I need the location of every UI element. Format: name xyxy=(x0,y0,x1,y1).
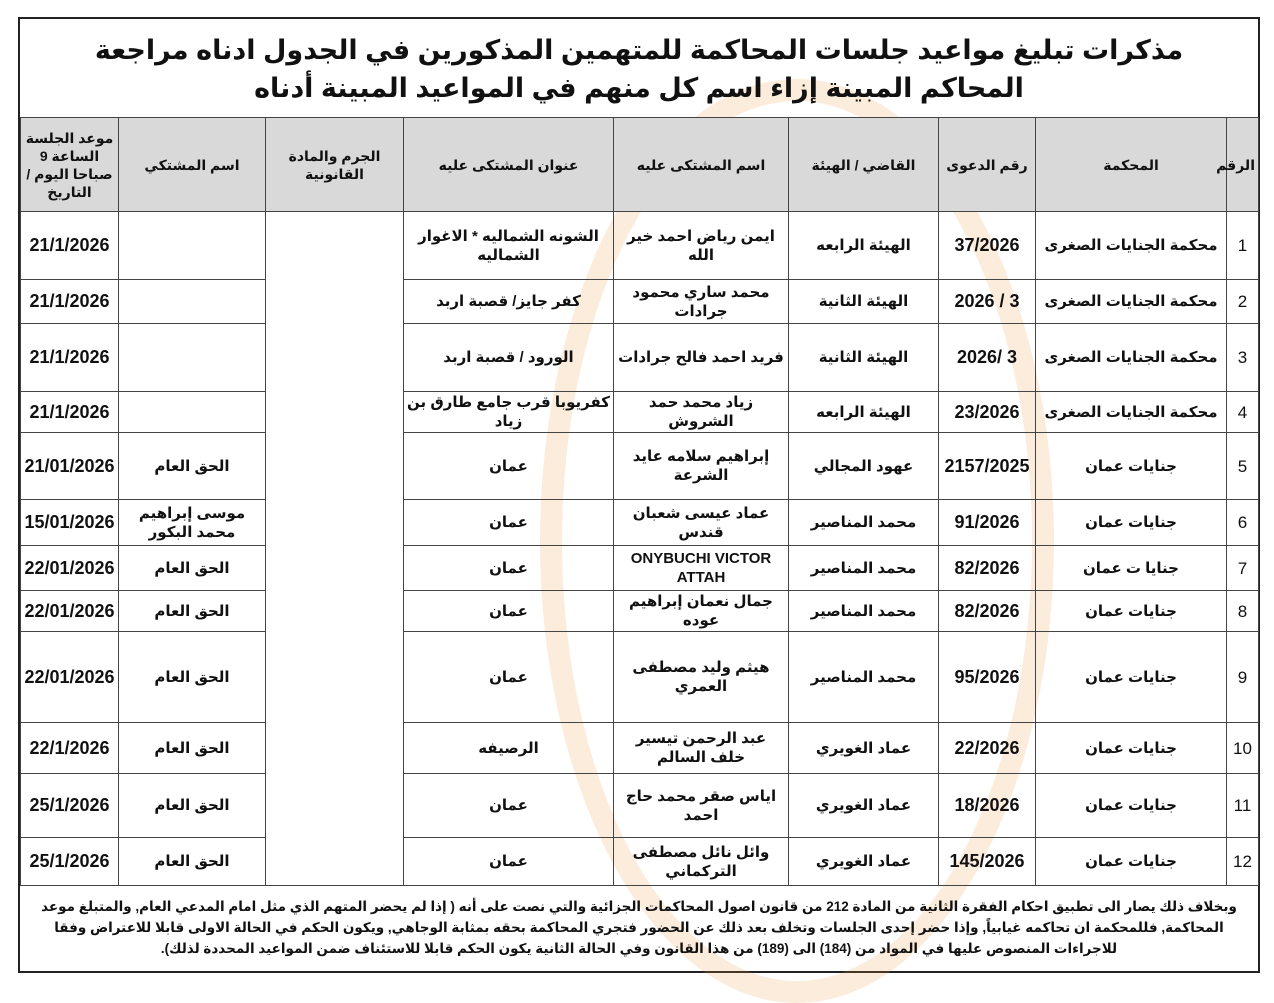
cell-judge: محمد المناصير xyxy=(789,591,939,632)
table-row xyxy=(21,546,1259,591)
cell-index: 9 xyxy=(1227,632,1259,723)
header-address: عنوان المشتكى عليه xyxy=(404,118,614,212)
cell-complainant: الحق العام xyxy=(119,723,266,774)
header-crime: الجرم والمادة القانونية xyxy=(266,118,404,212)
cell-defendant: زياد محمد حمد الشروش xyxy=(614,392,789,433)
table-row xyxy=(21,433,1259,500)
cell-date: 21/01/2026 xyxy=(21,433,119,500)
cell-judge: محمد المناصير xyxy=(789,500,939,546)
cell-case-no: 82/2026 xyxy=(939,546,1036,591)
table-row xyxy=(21,591,1259,632)
cell-date: 21/1/2026 xyxy=(21,212,119,280)
table-row xyxy=(21,324,1259,392)
cell-address: عمان xyxy=(404,632,614,723)
cell-index: 4 xyxy=(1227,392,1259,433)
cell-court: جنايات عمان xyxy=(1036,632,1227,723)
cell-crime-merged xyxy=(266,212,404,886)
cell-defendant: محمد ساري محمود جرادات xyxy=(614,280,789,324)
table-row xyxy=(21,212,1259,280)
table-row xyxy=(21,774,1259,838)
header-case-no: رقم الدعوى xyxy=(939,118,1036,212)
header-row xyxy=(21,118,1259,212)
cell-address: عمان xyxy=(404,774,614,838)
header-index: الرقم xyxy=(1227,118,1259,212)
cell-defendant: وائل نائل مصطفى التركماني xyxy=(614,838,789,886)
cell-date: 25/1/2026 xyxy=(21,838,119,886)
cell-judge: عماد الغويري xyxy=(789,774,939,838)
cell-address: عمان xyxy=(404,546,614,591)
cell-court: جنايات عمان xyxy=(1036,838,1227,886)
cell-defendant: فريد احمد فالح جرادات xyxy=(614,324,789,392)
cell-address: الورود / قصبة اربد xyxy=(404,324,614,392)
table-row xyxy=(21,838,1259,886)
cell-index: 3 xyxy=(1227,324,1259,392)
cell-date: 21/1/2026 xyxy=(21,280,119,324)
cell-court: محكمة الجنايات الصغرى xyxy=(1036,392,1227,433)
cell-defendant: اياس صقر محمد حاج احمد xyxy=(614,774,789,838)
hearings-table xyxy=(20,117,1259,886)
cell-index: 12 xyxy=(1227,838,1259,886)
cell-index: 10 xyxy=(1227,723,1259,774)
table-row xyxy=(21,723,1259,774)
cell-date: 22/01/2026 xyxy=(21,632,119,723)
header-date: موعد الجلسة الساعة 9 صباحا اليوم / التاريخ xyxy=(21,118,119,212)
cell-defendant: جمال نعمان إبراهيم عوده xyxy=(614,591,789,632)
header-judge: القاضي / الهيئة xyxy=(789,118,939,212)
cell-complainant: موسى إبراهيم محمد البكور xyxy=(119,500,266,546)
cell-judge: الهيئة الرابعه xyxy=(789,392,939,433)
cell-address: عمان xyxy=(404,500,614,546)
cell-address: الشونه الشماليه * الاغوار الشماليه xyxy=(404,212,614,280)
cell-court: محكمة الجنايات الصغرى xyxy=(1036,324,1227,392)
cell-date: 22/01/2026 xyxy=(21,591,119,632)
cell-case-no: 91/2026 xyxy=(939,500,1036,546)
cell-defendant: ONYBUCHI VICTOR ATTAH xyxy=(614,546,789,591)
cell-date: 25/1/2026 xyxy=(21,774,119,838)
cell-index: 2 xyxy=(1227,280,1259,324)
table-row xyxy=(21,500,1259,546)
cell-judge: عهود المجالي xyxy=(789,433,939,500)
cell-address: عمان xyxy=(404,838,614,886)
cell-defendant: إبراهيم سلامه عايد الشرعة xyxy=(614,433,789,500)
cell-court: محكمة الجنايات الصغرى xyxy=(1036,212,1227,280)
cell-index: 1 xyxy=(1227,212,1259,280)
cell-index: 8 xyxy=(1227,591,1259,632)
cell-complainant xyxy=(119,212,266,280)
cell-defendant: عبد الرحمن تيسير خلف السالم xyxy=(614,723,789,774)
cell-judge: محمد المناصير xyxy=(789,632,939,723)
cell-complainant: الحق العام xyxy=(119,546,266,591)
cell-court: جنايا ت عمان xyxy=(1036,546,1227,591)
cell-case-no: 3 /2026 xyxy=(939,324,1036,392)
cell-court: جنايات عمان xyxy=(1036,591,1227,632)
cell-case-no: 2157/2025 xyxy=(939,433,1036,500)
cell-defendant: هيثم وليد مصطفى العمري xyxy=(614,632,789,723)
cell-complainant: الحق العام xyxy=(119,433,266,500)
cell-court: جنايات عمان xyxy=(1036,723,1227,774)
cell-address: عمان xyxy=(404,433,614,500)
header-complainant: اسم المشتكي xyxy=(119,118,266,212)
cell-court: محكمة الجنايات الصغرى xyxy=(1036,280,1227,324)
cell-court: جنايات عمان xyxy=(1036,500,1227,546)
cell-case-no: 23/2026 xyxy=(939,392,1036,433)
page-title: مذكرات تبليغ مواعيد جلسات المحاكمة للمتهمين المذكورين في الجدول ادناه مراجعة المحاكم المبينة إزاء اسم كل منهم في المواعيد المبينة أدناه xyxy=(94,35,1184,103)
cell-index: 7 xyxy=(1227,546,1259,591)
legal-notice-footer: وبخلاف ذلك يصار الى تطبيق احكام الفقرة الثانية من المادة 212 من قانون اصول المحاكمات الجزائية والتي نصت على أنه ( إذا لم يحضر المتهم الذي مثل امام المدعي العام, والمتبلغ موعد المحاكمة, فللمحكمة ان تحاكمه غيابياً, وإذا حضر إحدى الجلسات وتخلف بعد ذلك عن الحضور فتجري المحاكمة بحقه بمثابة الوجاهي, ويكون الحكم في الحالة الاولى قابلا للاعتراض وفقا للاجراءات المنصوص عليها في المواد من (184) الى (189) من هذا القانون وفي الحالة الثانية يكون الحكم قابلا للاستئناف ضمن المواعيد المحددة لذلك). xyxy=(41,899,1237,956)
cell-date: 21/1/2026 xyxy=(21,392,119,433)
cell-address: كفريوبا قرب جامع طارق بن زياد xyxy=(404,392,614,433)
cell-complainant: الحق العام xyxy=(119,774,266,838)
cell-judge: عماد الغويري xyxy=(789,838,939,886)
cell-judge: الهيئة الرابعه xyxy=(789,212,939,280)
table-row xyxy=(21,632,1259,723)
cell-complainant: الحق العام xyxy=(119,591,266,632)
cell-date: 15/01/2026 xyxy=(21,500,119,546)
header-court: المحكمة xyxy=(1036,118,1227,212)
cell-case-no: 95/2026 xyxy=(939,632,1036,723)
cell-case-no: 3 / 2026 xyxy=(939,280,1036,324)
cell-date: 21/1/2026 xyxy=(21,324,119,392)
cell-complainant: الحق العام xyxy=(119,838,266,886)
cell-complainant: الحق العام xyxy=(119,632,266,723)
cell-judge: محمد المناصير xyxy=(789,546,939,591)
table-row xyxy=(21,392,1259,433)
cell-case-no: 18/2026 xyxy=(939,774,1036,838)
cell-address: الرصيفه xyxy=(404,723,614,774)
cell-complainant xyxy=(119,280,266,324)
cell-complainant xyxy=(119,324,266,392)
cell-case-no: 22/2026 xyxy=(939,723,1036,774)
cell-date: 22/1/2026 xyxy=(21,723,119,774)
cell-index: 6 xyxy=(1227,500,1259,546)
cell-case-no: 145/2026 xyxy=(939,838,1036,886)
table-row xyxy=(21,280,1259,324)
cell-case-no: 37/2026 xyxy=(939,212,1036,280)
cell-judge: عماد الغويري xyxy=(789,723,939,774)
cell-court: جنايات عمان xyxy=(1036,433,1227,500)
cell-judge: الهيئة الثانية xyxy=(789,324,939,392)
notice-document xyxy=(18,17,1260,973)
cell-court: جنايات عمان xyxy=(1036,774,1227,838)
cell-date: 22/01/2026 xyxy=(21,546,119,591)
cell-defendant: عماد عيسى شعبان قندس xyxy=(614,500,789,546)
cell-index: 5 xyxy=(1227,433,1259,500)
cell-case-no: 82/2026 xyxy=(939,591,1036,632)
header-defendant: اسم المشتكى عليه xyxy=(614,118,789,212)
cell-complainant xyxy=(119,392,266,433)
cell-index: 11 xyxy=(1227,774,1259,838)
cell-judge: الهيئة الثانية xyxy=(789,280,939,324)
cell-address: عمان xyxy=(404,591,614,632)
cell-address: كفر جايز/ قصبة اربد xyxy=(404,280,614,324)
cell-defendant: ايمن رياض احمد خير الله xyxy=(614,212,789,280)
